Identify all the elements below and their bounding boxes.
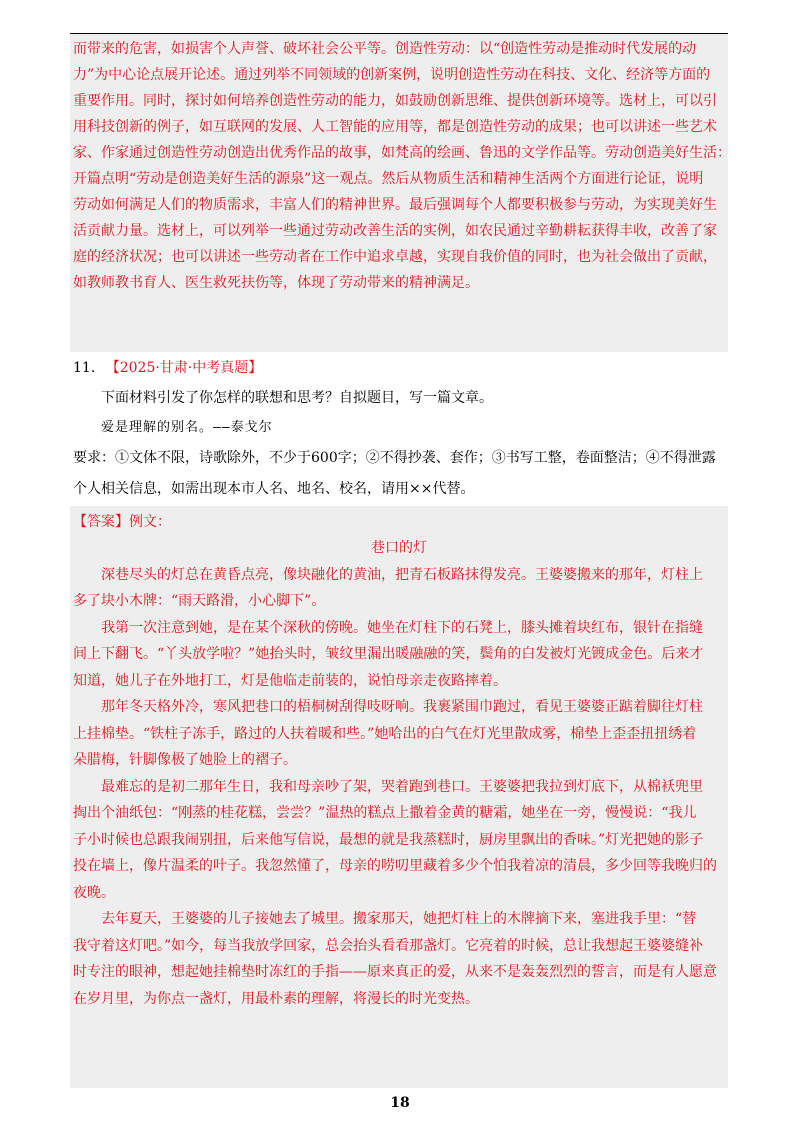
answer-line: 如教师教书育人、医生救死扶伤等，体现了劳动带来的精神满足。: [73, 275, 479, 291]
answer-line: 开篇点明“劳动是创造美好生活的源泉”这一观点。然后从物质生活和精神生活两个方面进行论证，说明: [73, 171, 704, 187]
question-requirements-1: 要求：①文体不限，诗歌除外，不少于600字；②不得抄袭、套作；③书写工整，卷面整洁；④不得泄露: [73, 450, 716, 466]
essay-line: 投在墙上，像片温柔的叶子。我忽然懂了，母亲的唠叨里藏着多少个怕我着凉的清晨，多少回等我晚归的: [73, 858, 717, 874]
essay-line: 掏出个油纸包：“刚蒸的桂花糕，尝尝？”温热的糕点上撒着金黄的糖霜，她坐在一旁，慢慢说：“我儿: [73, 805, 697, 821]
essay-line: 间上下翻飞。“丫头放学啦？”她抬头时，皱纹里漏出暖融融的笑，鬓角的白发被灯光镀成金色。后来才: [73, 646, 704, 662]
essay-line: 朵腊梅，针脚像极了她脸上的褶子。: [73, 752, 297, 768]
question-prompt: 下面材料引发了你怎样的联想和思考？自拟题目，写一篇文章。: [101, 390, 493, 406]
essay-line: 时专注的眼神，想起她挂棉垫时冻红的手指——原来真正的爱，从来不是轰轰烈烈的誓言，而是有人愿意: [73, 964, 717, 980]
answer-line: 用科技创新的例子，如互联网的发展、人工智能的应用等，都是创造性劳动的成果；也可以讲述一些艺术: [73, 119, 717, 135]
essay-body: [73, 535, 725, 1012]
essay-line: 深巷尽头的灯总在黄昏点亮，像块融化的黄油，把青石板路抹得发亮。王婆婆搬来的那年，灯柱上: [101, 566, 703, 583]
essay-line: 去年夏天，王婆婆的儿子接她去了城里。搬家那天，她把灯柱上的木牌摘下来，塞进我手里：“替: [101, 911, 697, 927]
answer-line: 庭的经济状况；也可以讲述一些劳动者在工作中追求卓越，实现自我价值的同时，也为社会做出了贡献，: [73, 249, 717, 265]
question-source: 【2025·甘肃·中考真题】: [105, 360, 263, 376]
essay-title: 巷口的灯: [371, 540, 427, 556]
answer-line: 家、作家通过创造性劳动创造出优秀作品的故事，如梵高的绘画、鲁迅的文学作品等。劳动创造美好生活：: [73, 145, 731, 161]
question-requirements-2: 个人相关信息，如需出现本市人名、地名、校名，请用××代替。: [73, 481, 475, 497]
question-header: [73, 357, 262, 377]
essay-line: 我第一次注意到她，是在某个深秋的傍晚。她坐在灯柱下的石凳上，膝头摊着块红布，银针在指缝: [101, 619, 703, 636]
answer-label: 【答案】例文：: [73, 514, 171, 530]
answer-line: 活贡献力量。选材上，可以列举一些通过劳动改善生活的实例，如农民通过辛勤耕耘获得丰收，改善了家: [73, 223, 717, 239]
essay-line: 在岁月里，为你点一盏灯，用最朴素的理解，将漫长的时光变热。: [73, 990, 479, 1007]
question-quote: 爱是理解的别名。——泰戈尔: [101, 420, 273, 435]
essay-line: 多了块小木牌：“雨天路滑，小心脚下”。: [73, 593, 326, 609]
question-number: 11.: [73, 360, 96, 376]
essay-line: 知道，她儿子在外地打工，灯是他临走前装的，说怕母亲走夜路摔着。: [73, 672, 507, 689]
answer-line: 重要作用。同时，探讨如何培养创造性劳动的能力，如鼓励创新思维、提供创新环境等。选材上，可以引: [73, 93, 717, 109]
page-number: 18: [390, 1095, 410, 1111]
essay-line: 最难忘的是初二那年生日，我和母亲吵了架，哭着跑到巷口。王婆婆把我拉到灯底下，从棉袄兜里: [101, 778, 703, 795]
essay-line: 子小时候也总跟我闹别扭，后来他写信说，最想的就是我蒸糕时，厨房里飘出的香味。”灯光把她的影子: [73, 831, 704, 848]
answer-line: 力”为中心论点展开论述。通过列举不同领域的创新案例，说明创造性劳动在科技、文化、经济等方面的: [73, 67, 711, 83]
answer-prev-text: [73, 36, 731, 296]
essay-line: 上挂棉垫。“铁柱子冻手，路过的人扶着暖和些。”她哈出的白气在灯光里散成雾，棉垫上歪歪扭扭绣着: [73, 725, 697, 742]
essay-line: 夜晚。: [73, 884, 115, 901]
essay-line: 我守着这灯吧。”如今，每当我放学回家，总会抬头看看那盏灯。它亮着的时候，总让我想起王婆婆缝补: [73, 937, 704, 954]
essay-line: 那年冬天格外冷，寒风把巷口的梧桐树刮得吱呀响。我裹紧围巾跑过，看见王婆婆正踮着脚往灯柱: [101, 699, 703, 715]
answer-line: 劳动如何满足人们的物质需求，丰富人们的精神世界。最后强调每个人都要积极参与劳动，为实现美好生: [73, 197, 717, 213]
answer-line: 而带来的危害，如损害个人声誉、破坏社会公平等。创造性劳动：以“创造性劳动是推动时代发展的动: [73, 41, 697, 57]
